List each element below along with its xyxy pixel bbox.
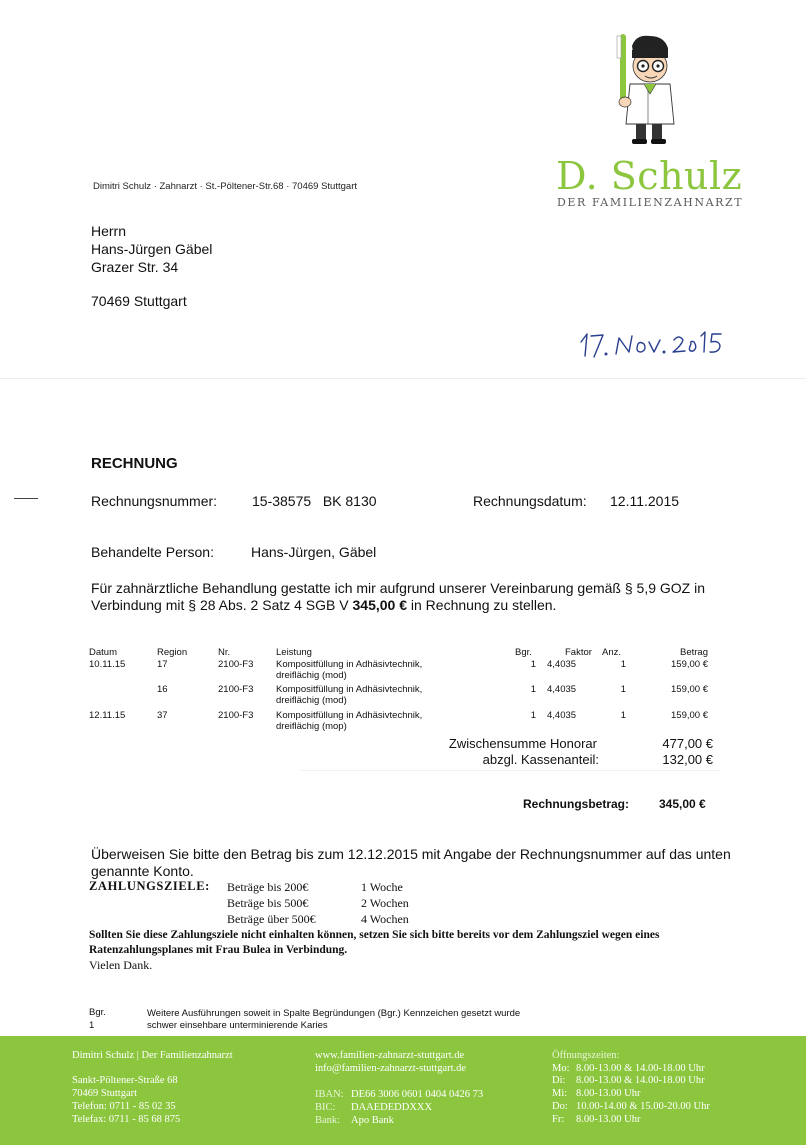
hours-day: Do: bbox=[552, 1101, 568, 1112]
invoice-number-value: 15-38575 BK 8130 bbox=[252, 493, 377, 509]
row3-factor: 4,4035 bbox=[547, 710, 577, 721]
row3-nr: 2100-F3 bbox=[218, 710, 254, 721]
footnote-row-key: 1 bbox=[89, 1020, 95, 1031]
footnote-header-text: Weitere Ausführungen soweit in Spalte Begründungen (Bgr.) Kennzeichen gesetzt wurde bbox=[147, 1008, 521, 1019]
patient-value: Hans-Jürgen, Gäbel bbox=[251, 544, 377, 560]
intro-text-start: Für zahnärztliche Behandlung gestatte ich mir aufgrund unserer Vereinbarung gemäß § 5,9 GOZ in Verbindung mit § 28 Abs. 2 Satz 4 SGB V bbox=[91, 580, 706, 613]
goal1-condition: Beträge bis 200€ bbox=[227, 880, 309, 894]
footer-street: Sankt-Pöltener-Straße 68 bbox=[72, 1075, 178, 1086]
intro-text-end: in Rechnung zu stellen. bbox=[407, 597, 557, 613]
col-header-bgr: Bgr. bbox=[515, 647, 532, 658]
footer-bank bbox=[315, 1114, 394, 1127]
hours-time: 10.00-14.00 & 15.00-20.00 Uhr bbox=[576, 1101, 710, 1112]
subtotal-label: Zwischensumme Honorar bbox=[448, 736, 597, 751]
recipient-name: Hans-Jürgen Gäbel bbox=[91, 241, 213, 257]
row2-bgr: 1 bbox=[530, 684, 536, 695]
recipient-city: 70469 Stuttgart bbox=[91, 293, 187, 309]
row1-amount: 159,00 € bbox=[671, 659, 708, 670]
footnote-row-text: schwer einsehbare unterminierende Karies bbox=[147, 1020, 328, 1031]
logo-wordmark: D. Schulz bbox=[556, 154, 743, 198]
footer-band bbox=[0, 1036, 806, 1145]
row1-count: 1 bbox=[620, 659, 626, 670]
hours-time: 8.00-13.00 & 14.00-18.00 Uhr bbox=[576, 1075, 705, 1086]
footer-iban bbox=[315, 1088, 483, 1101]
col-header-nr: Nr. bbox=[218, 647, 231, 658]
handwritten-date-annotation bbox=[575, 322, 725, 362]
footer-hours-mi bbox=[552, 1087, 640, 1100]
intro-paragraph bbox=[91, 580, 741, 614]
deduction-label: abzgl. Kassenanteil: bbox=[482, 752, 599, 767]
row3-service-line2: dreiflächig (mop) bbox=[276, 721, 347, 732]
row2-amount: 159,00 € bbox=[671, 684, 708, 695]
dentist-mascot-illustration bbox=[598, 32, 678, 147]
row1-factor: 4,4035 bbox=[547, 659, 577, 670]
goal3-term: 4 Wochen bbox=[361, 912, 409, 926]
row1-bgr: 1 bbox=[530, 659, 536, 670]
row2-region: 16 bbox=[157, 684, 168, 695]
row2-service-line2: dreiflächig (mod) bbox=[276, 695, 347, 706]
col-header-factor: Faktor bbox=[565, 647, 592, 658]
intro-amount: 345,00 € bbox=[352, 597, 407, 613]
scan-artifact-line bbox=[300, 770, 720, 771]
row1-service-line1: Kompositfüllung in Adhäsivtechnik, bbox=[276, 659, 423, 670]
footer-bank-value: Apo Bank bbox=[351, 1115, 394, 1126]
row2-factor: 4,4035 bbox=[547, 684, 577, 695]
hours-time: 8.00-13.00 & 14.00-18.00 Uhr bbox=[576, 1063, 705, 1074]
footer-bic-value: DAAEDEDDXXX bbox=[351, 1102, 433, 1113]
row3-service-line1: Kompositfüllung in Adhäsivtechnik, bbox=[276, 710, 423, 721]
footnote-header-key: Bgr. bbox=[89, 1007, 106, 1018]
row1-service bbox=[276, 659, 506, 681]
col-header-service: Leistung bbox=[276, 647, 312, 658]
row3-service bbox=[276, 710, 506, 732]
row3-bgr: 1 bbox=[530, 710, 536, 721]
hours-time: 8.00-13.00 Uhr bbox=[576, 1114, 641, 1125]
payment-warning: Sollten Sie diese Zahlungsziele nicht einhalten können, setzen Sie sich bitte bereits vor dem Zahlungsziel wegen eines Ratenzahlungsplanes mit Frau Bulea in Verbindung. bbox=[89, 929, 660, 956]
footer-iban-label: IBAN: bbox=[315, 1089, 344, 1100]
footer-bank-label: Bank: bbox=[315, 1115, 341, 1126]
invoice-number-label: Rechnungsnummer: bbox=[91, 493, 218, 509]
footer-practice-name: Dimitri Schulz | Der Familienzahnarzt bbox=[72, 1050, 233, 1061]
row3-region: 37 bbox=[157, 710, 168, 721]
document-title: RECHNUNG bbox=[91, 455, 178, 472]
invoice-date-label: Rechnungsdatum: bbox=[473, 493, 587, 509]
row3-amount: 159,00 € bbox=[671, 710, 708, 721]
subtotal-value: 477,00 € bbox=[662, 736, 713, 751]
closing-thanks: Vielen Dank. bbox=[89, 958, 153, 972]
hours-day: Mo: bbox=[552, 1063, 570, 1074]
col-header-count: Anz. bbox=[602, 647, 622, 658]
patient-label: Behandelte Person: bbox=[91, 544, 214, 560]
total-value: 345,00 € bbox=[659, 797, 706, 811]
leg-left bbox=[636, 124, 646, 140]
toothbrush-bristles bbox=[617, 36, 621, 58]
row2-service bbox=[276, 684, 506, 706]
payment-instruction: Überweisen Sie bitte den Betrag bis zum 12.12.2015 mit Angabe der Rechnungsnummer auf das unten genannte Konto. bbox=[91, 846, 731, 879]
logo-tagline: DER FAMILIENZAHNARZT bbox=[557, 196, 744, 209]
row2-service-line1: Kompositfüllung in Adhäsivtechnik, bbox=[276, 684, 423, 695]
row1-nr: 2100-F3 bbox=[218, 659, 254, 670]
leg-right bbox=[652, 124, 662, 140]
payment-goals-label: ZAHLUNGSZIELE: bbox=[89, 879, 210, 893]
footer-bic-label: BIC: bbox=[315, 1102, 336, 1113]
recipient-salutation: Herrn bbox=[91, 223, 127, 239]
hours-day: Fr: bbox=[552, 1114, 565, 1125]
recipient-street: Grazer Str. 34 bbox=[91, 259, 179, 275]
goal1-term: 1 Woche bbox=[361, 880, 403, 894]
footer-hours-title: Öffnungszeiten: bbox=[552, 1050, 620, 1061]
total-label: Rechnungsbetrag: bbox=[523, 797, 630, 811]
row1-service-line2: dreiflächig (mod) bbox=[276, 670, 347, 681]
col-header-date: Datum bbox=[89, 647, 117, 658]
goal3-condition: Beträge über 500€ bbox=[227, 912, 316, 926]
scan-artifact-line bbox=[0, 378, 806, 379]
col-header-amount: Betrag bbox=[680, 647, 708, 658]
hours-day: Di: bbox=[552, 1075, 566, 1086]
footer-website-link[interactable]: www.familien-zahnarzt-stuttgart.de bbox=[315, 1050, 465, 1061]
footer-phone: Telefon: 0711 - 85 02 35 bbox=[72, 1101, 176, 1112]
fold-mark bbox=[14, 498, 38, 499]
footer-city: 70469 Stuttgart bbox=[72, 1088, 138, 1099]
goal2-condition: Beträge bis 500€ bbox=[227, 896, 309, 910]
footer-bic bbox=[315, 1101, 432, 1114]
sender-return-address: Dimitri Schulz · Zahnarzt · St.-Pöltener-Str.68 · 70469 Stuttgart bbox=[93, 181, 357, 192]
hand bbox=[619, 97, 631, 107]
goal2-term: 2 Wochen bbox=[361, 896, 409, 910]
footer-email-link[interactable]: info@familien-zahnarzt-stuttgart.de bbox=[315, 1063, 467, 1074]
row2-nr: 2100-F3 bbox=[218, 684, 254, 695]
hours-day: Mi: bbox=[552, 1088, 568, 1099]
footer-hours-fr bbox=[552, 1113, 640, 1126]
footer-iban-value: DE66 3006 0601 0404 0426 73 bbox=[351, 1089, 484, 1100]
row3-date: 12.11.15 bbox=[89, 710, 126, 721]
row2-count: 1 bbox=[620, 684, 626, 695]
row3-count: 1 bbox=[620, 710, 626, 721]
footer-hours-di bbox=[552, 1074, 705, 1087]
fringe bbox=[632, 50, 668, 58]
row1-region: 17 bbox=[157, 659, 168, 670]
row1-date: 10.11.15 bbox=[89, 659, 126, 670]
deduction-value: 132,00 € bbox=[662, 752, 713, 767]
hours-time: 8.00-13.00 Uhr bbox=[576, 1088, 641, 1099]
footer-hours-do bbox=[552, 1100, 710, 1113]
footer-fax: Telefax: 0711 - 85 68 875 bbox=[72, 1114, 181, 1125]
col-header-region: Region bbox=[157, 647, 188, 658]
invoice-date-value: 12.11.2015 bbox=[610, 493, 680, 509]
